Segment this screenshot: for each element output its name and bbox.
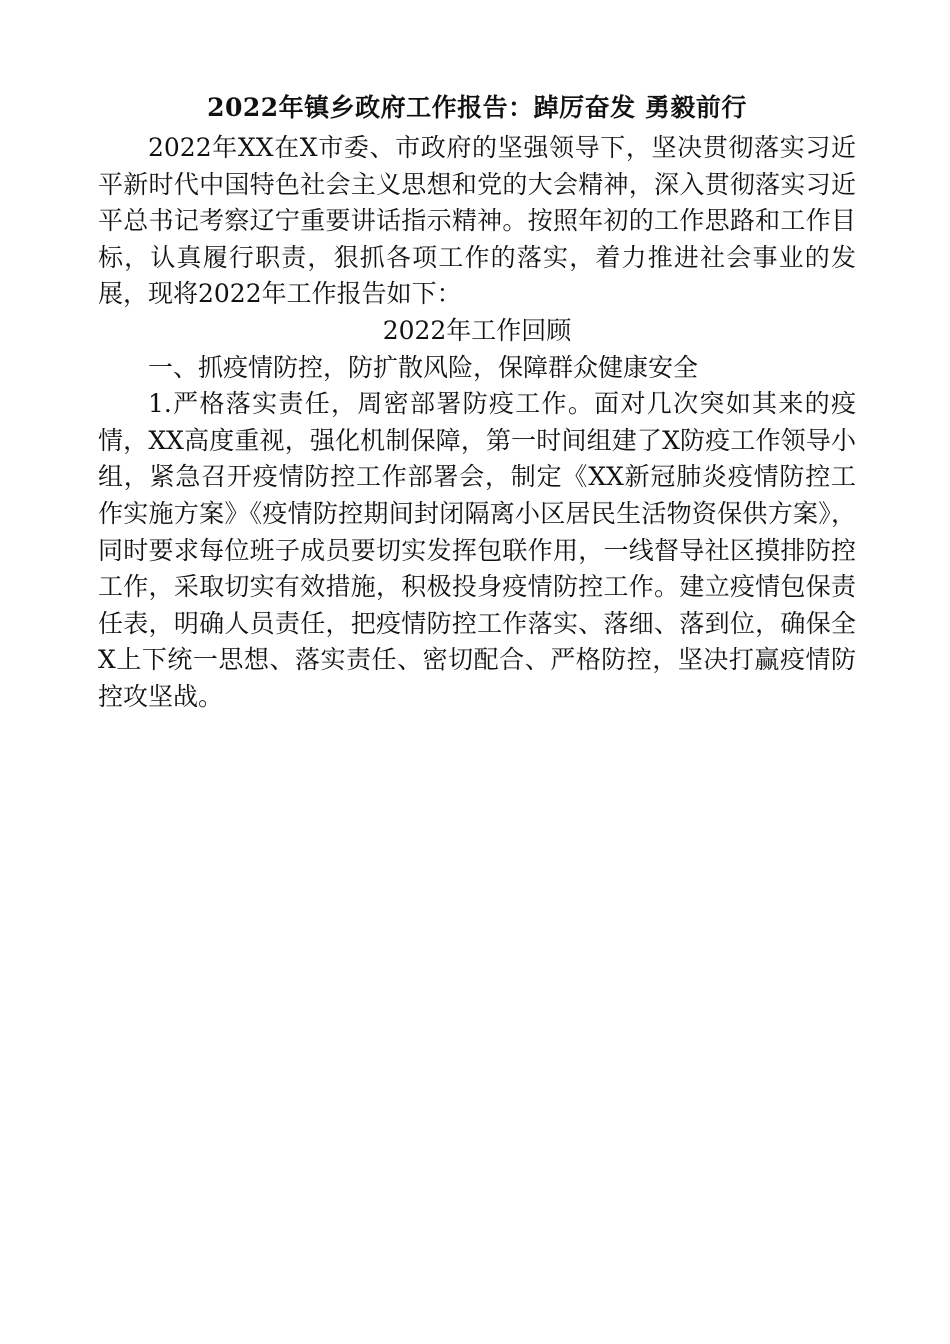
intro-paragraph: 2022年XX在X市委、市政府的坚强领导下，坚决贯彻落实习近平新时代中国特色社会主义思想和党的大会精神，深入贯彻落实习近平总书记考察辽宁重要讲话指示精神。按照年初的工作思路和工作目标，认真履行职责，狠抓各项工作的落实，着力推进社会事业的发展，现将2022年工作报告如下： bbox=[98, 133, 856, 309]
document-title: 2022年镇乡政府工作报告：踔厉奋发 勇毅前行 bbox=[207, 93, 747, 122]
subheading-1: 一、抓疫情防控，防扩散风险，保障群众健康安全 bbox=[148, 352, 699, 382]
item-1-paragraph: 1.严格落实责任，周密部署防疫工作。面对几次突如其来的疫情，XX高度重视，强化机制保障，第一时间组建了X防疫工作领导小组，紧急召开疫情防控工作部署会，制定《XX新冠肺炎疫情防控工作实施方案》《疫情防控期间封闭隔离小区居民生活物资保供方案》，同时要求每位班子成员要切实发挥包联作用，一线督导社区摸排防控工作，采取切实有效措施，积极投身疫情防控工作。建立疫情包保责任表，明确人员责任，把疫情防控工作落实、落细、落到位，确保全X上下统一思想、落实责任、密切配合、严格防控，坚决打赢疫情防控攻坚战。 bbox=[98, 389, 856, 711]
document-page bbox=[98, 86, 856, 716]
section-heading: 2022年工作回顾 bbox=[382, 315, 572, 345]
